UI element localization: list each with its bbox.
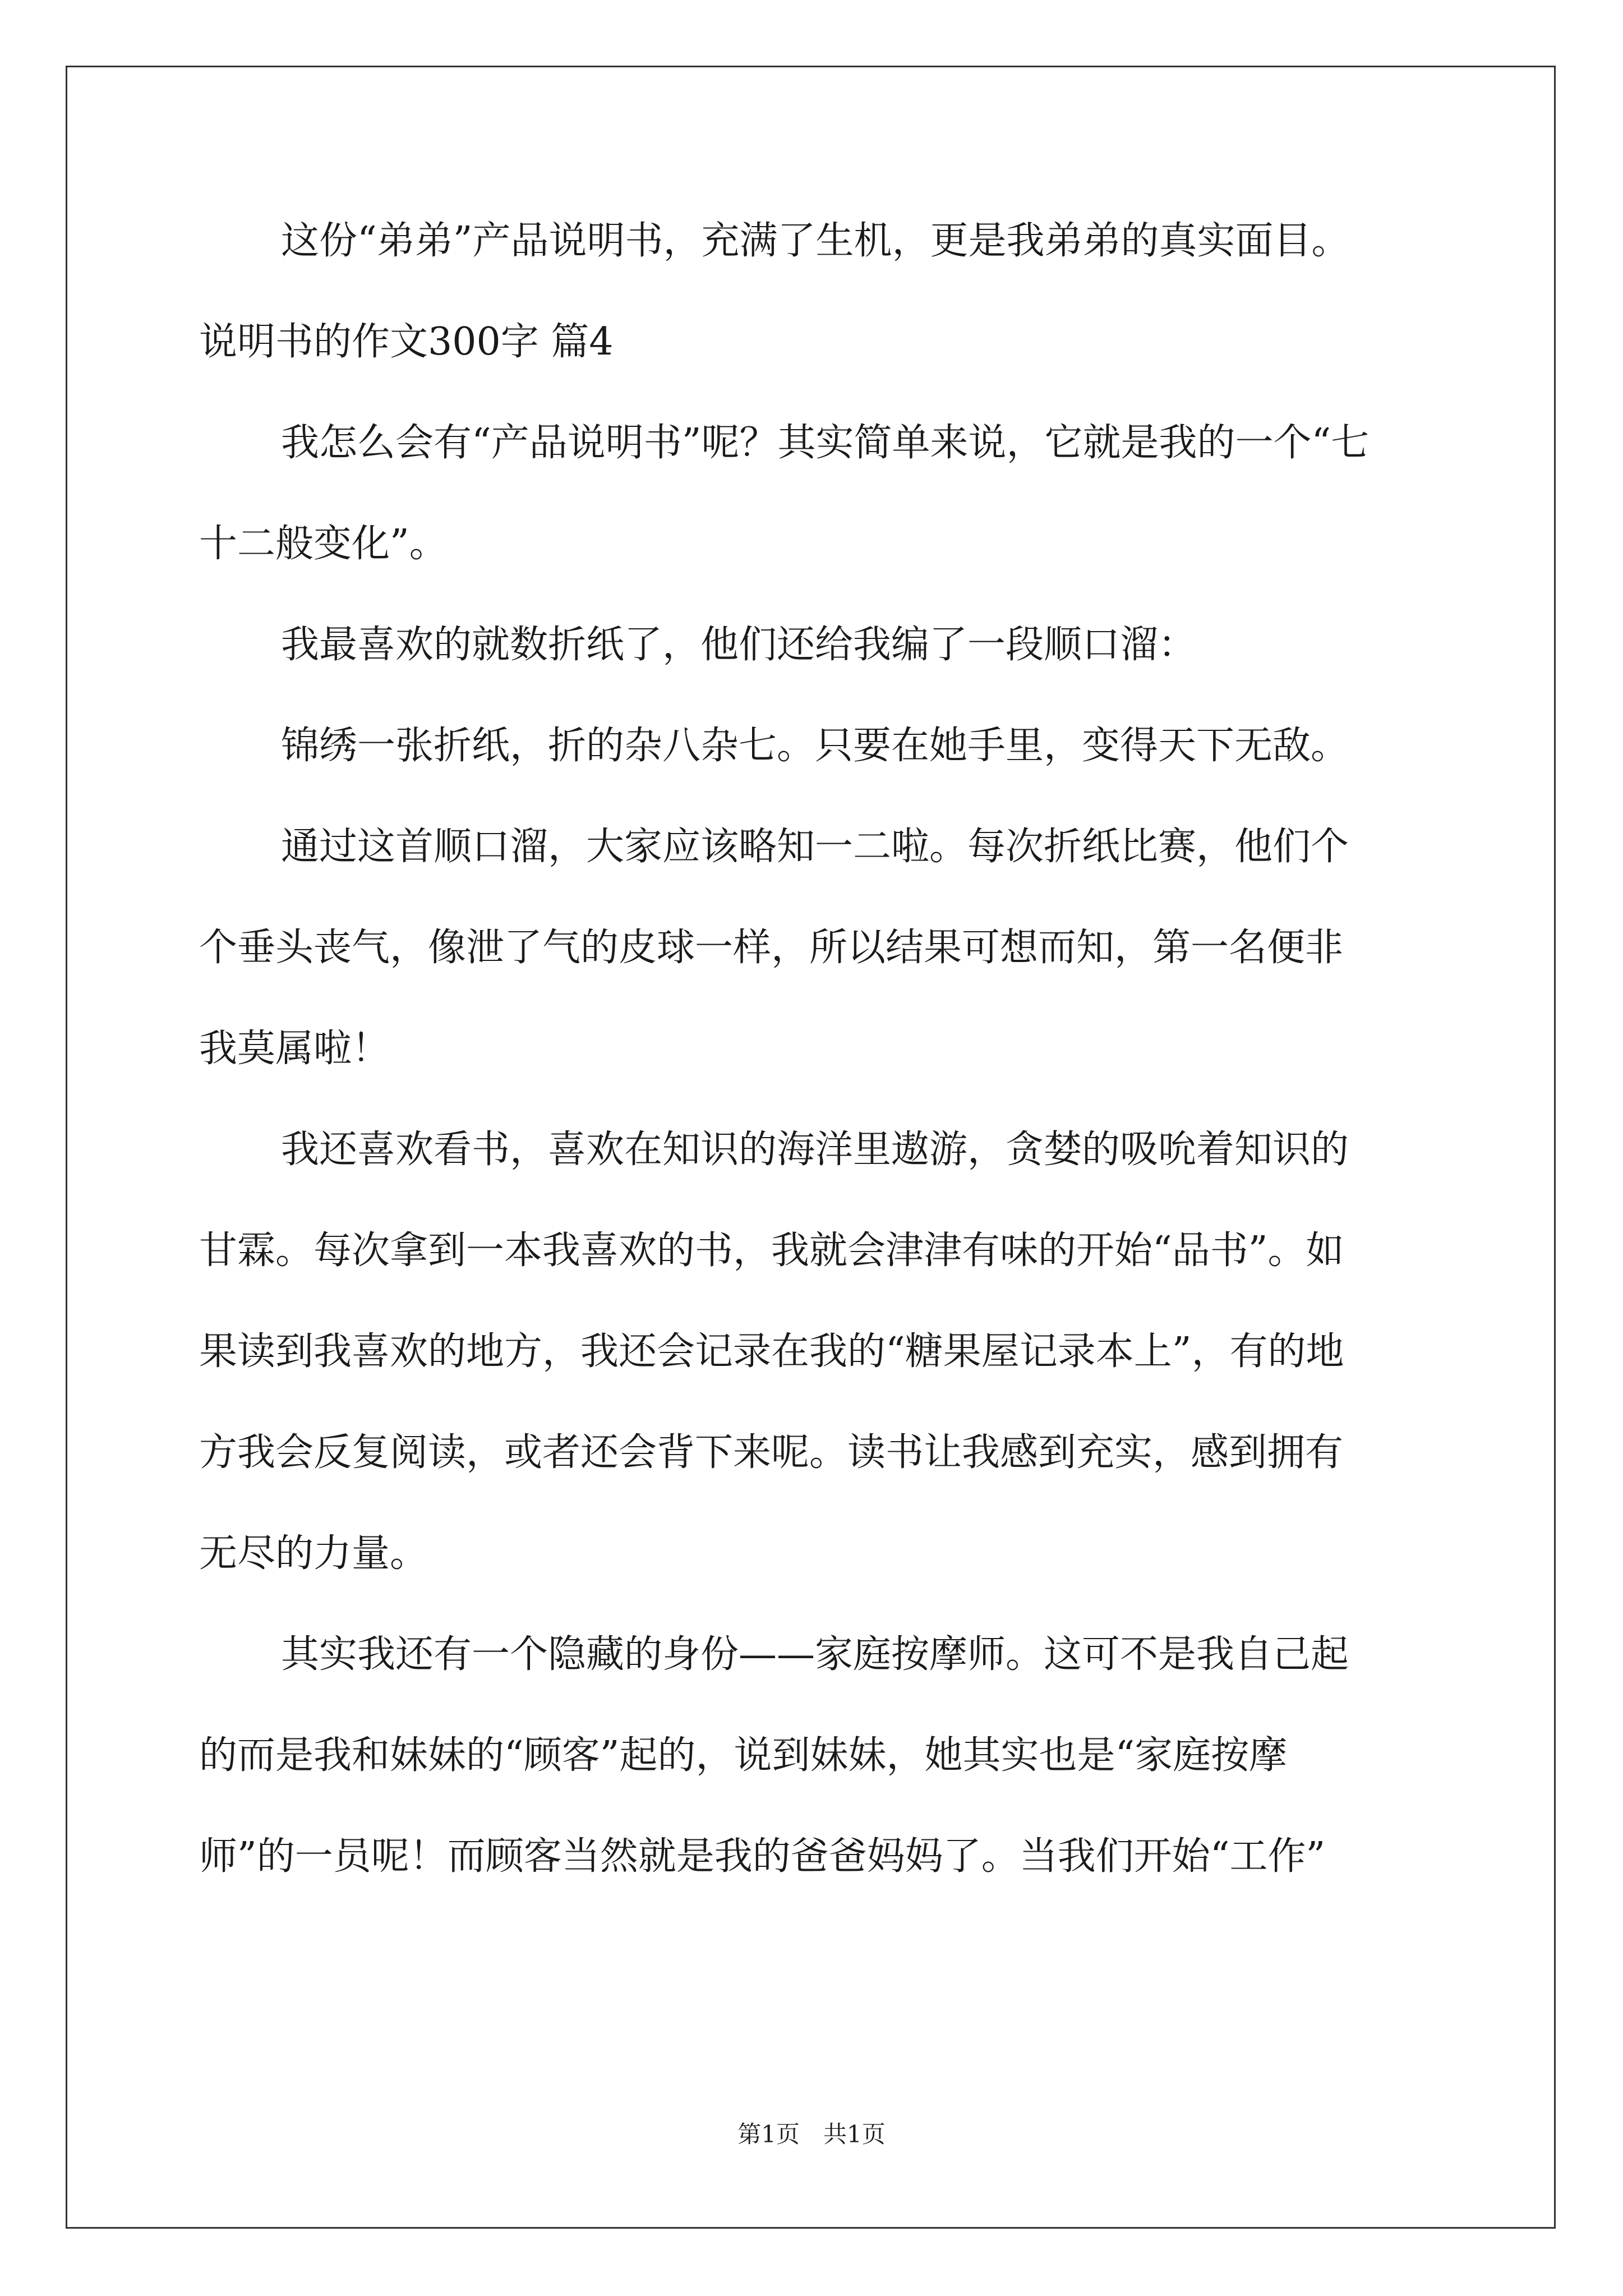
paragraph-line: 通过这首顺口溜，大家应该略知一二啦。每次折纸比赛，他们个 — [281, 825, 1349, 869]
page-number-footer: 第1页 共1页 — [737, 2120, 886, 2148]
paragraph-line: 这份“弟弟”产品说明书，充满了生机，更是我弟弟的真实面目。 — [281, 219, 1350, 263]
paragraph-line: 无尽的力量。 — [199, 1531, 428, 1576]
paragraph-line: 我莫属啦！ — [199, 1027, 390, 1071]
section-heading: 说明书的作文300字 篇4 — [199, 320, 614, 364]
paragraph-line: 方我会反复阅读，或者还会背下来呢。读书让我感到充实，感到拥有 — [199, 1430, 1344, 1475]
paragraph-line: 的而是我和妹妹的“顾客”起的，说到妹妹，她其实也是“家庭按摩 — [199, 1733, 1288, 1778]
paragraph-line: 十二般变化”。 — [199, 522, 448, 566]
paragraph-line: 我怎么会有“产品说明书”呢？其实简单来说，它就是我的一个“七 — [281, 421, 1370, 465]
paragraph-line: 师”的一员呢！而顾客当然就是我的爸爸妈妈了。当我们开始“工作” — [199, 1834, 1326, 1879]
paragraph-line: 果读到我喜欢的地方，我还会记录在我的“糖果屋记录本上”，有的地 — [199, 1329, 1344, 1374]
paragraph-line: 我最喜欢的就数折纸了，他们还给我编了一段顺口溜： — [281, 623, 1197, 667]
paragraph-line: 甘霖。每次拿到一本我喜欢的书，我就会津津有味的开始“品书”。如 — [199, 1228, 1344, 1273]
paragraph-line: 我还喜欢看书，喜欢在知识的海洋里遨游，贪婪的吸吮着知识的 — [281, 1128, 1349, 1172]
paragraph-line: 其实我还有一个隐藏的身份——家庭按摩师。这可不是我自己起 — [281, 1632, 1349, 1677]
paragraph-line: 个垂头丧气，像泄了气的皮球一样，所以结果可想而知，第一名便非 — [199, 926, 1344, 970]
paragraph-line: 锦绣一张折纸，折的杂八杂七。只要在她手里，变得天下无敌。 — [281, 724, 1349, 768]
